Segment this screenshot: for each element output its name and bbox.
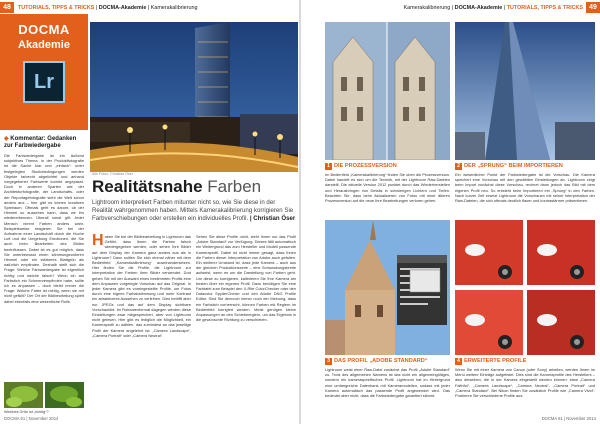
section-2-text: Ein wesentlicher Punkt der Farbwiedergabe ist die Vorschau. Die Kamera speichert eine Vorschau mit den gewählten Einstellungen ab. Lightroom zeigt beim Import zunächst diese Vorschau, rechnet dann jedoch das Bild mit dem eigenen Profil neu. So entsteht beim Importieren ein „Sprung“ in den Farben. Nach kurzer Zeit ersetzt Lightroom die Vorschauen mit seiner Interpretation der Raw-Dateien, die sich oftmals deutlich flauer und kontrastärmer präsentieren. [455, 172, 595, 204]
drop-cap: H [92, 234, 104, 249]
section-3-number: 3 [325, 358, 332, 365]
section-1-heading [325, 163, 397, 170]
photo-credit: Alle Fotos: Christian Öser [92, 172, 133, 176]
image-extended-profiles [455, 220, 595, 355]
page-header-left [18, 3, 197, 13]
section-4-title: ERWEITERTE PROFILE [464, 358, 527, 364]
article-title [92, 177, 261, 197]
lead-author: | Christian Öser [248, 215, 296, 223]
header-topic: Kamerakalibrierung | [403, 5, 455, 11]
sidebar-image-leaves [4, 382, 84, 408]
page-number-right: 49 [586, 2, 600, 13]
page-number-left: 48 [0, 2, 14, 13]
section-4-heading [455, 358, 526, 365]
image-adobe-standard [325, 220, 450, 355]
docma-akademie-brand [0, 14, 88, 130]
brand-title: DOCMA [18, 22, 70, 37]
section-4-number: 4 [455, 358, 462, 365]
page-footer-left: DOCMA 61 | November 2014 [4, 416, 59, 421]
sidebar-caption: Welches Grün ist „richtig“? [4, 410, 49, 414]
header-mag: DOCMA-Akademie [454, 5, 503, 11]
section-3-text: Lightroom weist einer Raw-Datei zunächst das Profil „Adobe Standard“ zu. Trotz des allgemeinen Namens ist das nicht ein allgemeingültiges, sondern ein kameraspezifisches Profil. Lightroom hat im Hintergrund eine umfangreiche Datenbank mit Kameramodellen, sodass mit jeder Kamera automatisch das passende Profil angewendet wird. Das bedeutet aber nicht, dass die Farbwiedergabe garantiert stimmt. [325, 367, 450, 399]
header-separator: | [94, 5, 99, 11]
right-page [301, 0, 600, 424]
header-section: TUTORIALS, TIPPS & TRICKS [18, 5, 95, 11]
image-process-version [325, 22, 450, 160]
section-3-heading [325, 358, 428, 365]
page-header-right [404, 3, 583, 13]
page-footer-right: DOCMA 61 | November 2014 [541, 416, 596, 421]
main-photo-city-night [90, 22, 298, 172]
sidebar-text: Die Farbwiedergabe ist ein äußerst subjektives Thema. In der Produktfotografie ist die Sache klar und „einfach“: unter festgelegten Studiobedingungen werden Objekte farbecht abgelichtet und anhand vorgegebener Farbwerte korrekt angepasst. Doch in anderen Sparten wie der Architekturfotografie, der Landschafts- oder der Reportagefotografie sieht die Welt schon anders aus – hier gibt es keinen kreativen Spielraum. Oftmals geht es darum, ob der Himmel so aussehen kann, dass wir ihn wiedererkennen. Überall sonst gilt: Jeder Mensch nimmt Farben anders wahr. Beispielsweise reagieren Sie bei der Aufnahme einer Landschaft durch die Hoche Luft und die Umgebung Emotionen, die Sie auch beim Bearbeiten des Bildes beeinflussen. Dabei ist es gut möglich, dass Sie unterbewusst einen stimmungsvolleren Himmel oder ein stärkeres Blattgrün als natürlich empfinden. Deshalb stellt sich die Frage: Welche Farbwiedergabe ist eigentlich richtig und welche falsch? Wenn ich am Farbstich ein Schmerzempfinden habe, sollte ich es anpassen – doch bleibt immer die Frage: Welche Farbe ist richtig, wenn sie mir nicht gefällt? Der Ort der Bildbeurteilung spielt dabei ebenfalls eine wesentliche Rolle. [4, 153, 84, 304]
section-1-text: Im Bedienfeld „Kamerakalibrierung“ finden Sie oben die Prozessversion. Dabei handelt es sich um die Technik, mit der Lightroom Raw-Dateien darstellt. Die aktuelle Version 2012 punktet durch das Wiederherstellen und Herausbringen von Details in schwierigen Lichtern und Tiefen. Beachten Sie, dass beim Aktualisieren von Fotos mit einer älteren Prozessversion auf die neue Ihre Bearbeitungen verloren gehen. [325, 172, 450, 204]
header-separator: | [502, 5, 507, 11]
section-3-title: DAS PROFIL „ADOBE STANDARD“ [334, 358, 428, 364]
sidebar-heading [4, 136, 84, 150]
sidebar [0, 14, 88, 414]
brand-subtitle: Akademie [18, 39, 70, 51]
section-1-number: 1 [325, 163, 332, 170]
body-column-2: Sehen Sie diese Profile nicht, steht Ihnen nur das Profil „Adobe Standard“ zur Verfügung. Dieses fällt automatisch ein Weitergrund das zum Hersteller und Modell passende Kameraprofil. Dabei ist nicht immer gesagt, dass Ihnen die Farben dieser Interpretation von Adobe auch gefallen. Ein weiterer Umstand ist, dass jede Kamera – auch aus der gleichen Produktionsserie – eine Schwankungsbreite aufweist, wenn es um die Darstellung von Farben geht. Um diese zu korrigieren, kalibrieren Sie Ihre Kamera am besten über ein eigenes Profil. Dazu benötigen Sie eine Farbtafel zum Beispiel den X-Rite ColorChecker oder den Datacolor SpyderCheckr und den Adobe DNG Profile Editor. Sind Sie dennoch immer noch der Meinung, dass ein Farbstich vorherrscht, können Farben mit Reglern im Bedienfeld korrigiert werden. Meist genügen kleine Anpassungen an den Schiebereglern, um das Ergebnis in die gewünschte Richtung zu verschieben. [196, 234, 296, 323]
body-column-1 [92, 234, 191, 412]
sidebar-heading-text: Kommentar: Gedanken zur Farbwiedergabe [4, 136, 77, 149]
body-column-1-text: aben Sie bei der Bildbearbeitung in Lightroom das Gefühl, dass Ihnen die Farben falsch wiedergegeben werden, oder sehen Ihre Bilder auf dem Display der Kamera ganz anders aus als in Lightroom? Dann sollten Sie sich einmal näher mit dem Bedienfeld „Kamerakalibrierung“ auseinandersetzen. Hier finden Sie die Profile, die Lightroom zur Interpretation der Farben Ihrer Bilder verwendet. Dort geben Sie mit der Auswahl eines bestimmten Profils eine dem Anpassen vorgelegte Vorschau auf das Original. In jeder Kamera gibt es voreingestellte Profile, um Fotos durch eine eigene Farbabstimmung und mehr Kontrast ein attraktiveres Aussehen zu verleihen. Dies betrifft aber nur JPEGs und das auf dem Display sichtbare Vorschaubild. Im Rohdatenformat dagegen werden diese Einstellungen zwar mitgespeichert, aber von Lightroom nicht gelesen. Hier gibt es lediglich die Möglichkeit, ein Kameraprofil zu wählen, das zumindest an das jeweilige Profil der Kamera angelehnt ist: „Camera Landscape“, „Camera Portrait“ oder „Camera Neutral“. [92, 234, 191, 338]
header-topic: | Kamerakalibrierung [146, 5, 198, 11]
lightroom-logo-icon: Lr [23, 61, 65, 103]
lead-text: Lightroom interpretiert Farben mitunter nicht so, wie Sie diese in der Realität wahrgenommen haben. Mittels Kamerakalibrierung korrigieren Sie Farbverschiebungen oder erstellen ein individuelles Profil. [92, 199, 294, 223]
section-4-text: Wenn Sie mit einer Kamera von Canon (oder Sony) arbeiten, werden Ihnen im Menü weitere Einträge aufgelistet. Dies sind die Kameraprofile des Herstellers – also dieselben, die in der Kamera eingestellt werden können: etwa „Camera Faithful“, „Camera Landscape“, „Camera Neutral“, „Camera Portrait“ und „Camera Standard“. Bei Nikon finden Sie zusätzlich Profile wie „Camera Vivid“. Probieren Sie verschiedene Profile aus. [455, 367, 595, 399]
square-bullet-icon: ◆ [4, 136, 11, 142]
article-lead [92, 199, 296, 224]
section-2-title: DER „SPRUNG“ BEIM IMPORTIEREN [464, 163, 563, 169]
left-page [0, 0, 299, 424]
image-import-jump [455, 22, 595, 160]
header-section: TUTORIALS, TIPPS & TRICKS [506, 5, 583, 11]
title-light: Farben [202, 177, 262, 196]
section-2-number: 2 [455, 163, 462, 170]
section-2-heading [455, 163, 563, 170]
section-1-title: DIE PROZESSVERSION [334, 163, 397, 169]
title-main: Realitätsnahe [92, 177, 203, 196]
header-mag: DOCMA-Akademie [98, 5, 147, 11]
